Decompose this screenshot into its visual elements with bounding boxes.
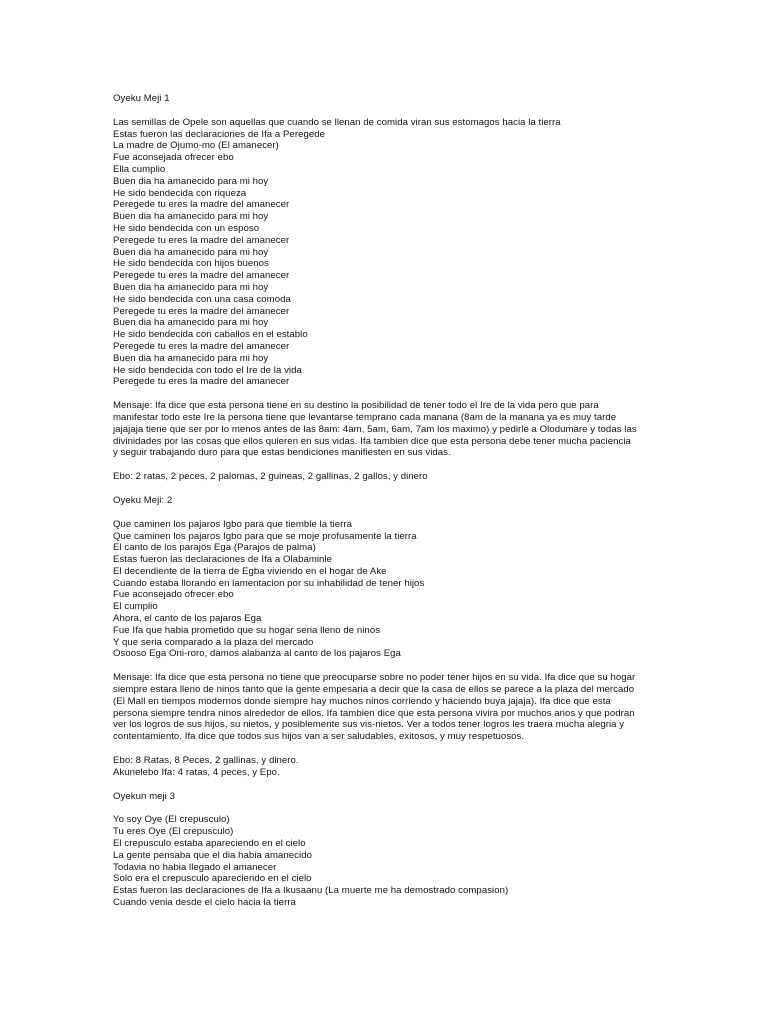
verse-line: Ahora, el canto de los pajaros Ega <box>113 613 262 625</box>
verse-line: Buen dia ha amanecido para mi hoy <box>113 175 269 187</box>
verse-line: Peregede tu eres la madre del amanecer <box>113 305 290 317</box>
mensaje-line: jajajaja tiene que ser por lo menos antes de las 8am: 4am, 5am, 6am, 7am los maximo) y pedirle a Olodumare y todas las <box>113 423 637 435</box>
verse-line: Yo soy Oye (El crepusculo) <box>113 814 230 826</box>
mensaje-line: divinidades por las cosas que ellos quieren en sus vidas. Ifa tambien dice que esta persona debe tener mucha paciencia <box>113 435 631 447</box>
verse-line: He sido bendecida con riqueza <box>113 187 247 199</box>
verse-line: Las semillas de Opele son aquellas que cuando se llenan de comida viran sus estomagos hacia la tierra <box>113 116 561 128</box>
section-1-mensaje <box>113 400 728 459</box>
verse-line: Buen dia ha amanecido para mi hoy <box>113 352 269 364</box>
verse-line: He sido bendecida con todo el Ire de la vida <box>113 364 302 376</box>
verse-line: El decendiente de la tierra de Egba viviendo en el hogar de Ake <box>113 565 387 577</box>
verse-line: Estas fueron las declaraciones de Ifa a Olabaminle <box>113 554 333 566</box>
verse-line: Peregede tu eres la madre del amanecer <box>113 270 290 282</box>
verse-line: Solo era el crepusculo apareciendo en el cielo <box>113 873 312 885</box>
verse-line: Peregede tu eres la madre del amanecer <box>113 376 290 388</box>
verse-line: Peregede tu eres la madre del amanecer <box>113 199 290 211</box>
mensaje-line: (El Mall en tiempos modernos donde siempre hay muchos ninos corriendo y haciendo buya jajaja). Ifa dice que esta <box>113 695 611 707</box>
verse-line: He sido bendecida con una casa comoda <box>113 293 291 305</box>
ebo-line: Ebo: 8 Ratas, 8 Peces, 2 gallinas, y dinero. <box>113 755 299 767</box>
verse-line: Todavia no habia llegado el amanecer <box>113 861 277 873</box>
verse-line: He sido bendecida con caballos en el establo <box>113 329 308 341</box>
ebo-line: Ebo: 2 ratas, 2 peces, 2 palomas, 2 guineas, 2 gallinas, 2 gallos, y dinero <box>113 471 428 483</box>
verse-line: Estas fueron las declaraciones de Ifa a Peregede <box>113 128 325 140</box>
verse-line: Que caminen los pajaros Igbo para que tiemble la tierra <box>113 518 352 530</box>
verse-line: Estas fueron las declaraciones de Ifa a Ikusaanu (La muerte me ha demostrado compasion) <box>113 885 509 897</box>
ebo-line: Akunelebo Ifa: 4 ratas, 4 peces, y Epo. <box>113 766 280 778</box>
verse-line: Fue aconsejado ofrecer ebo <box>113 589 234 601</box>
section-2-mensaje <box>113 672 728 743</box>
verse-line: Peregede tu eres la madre del amanecer <box>113 234 290 246</box>
mensaje-line: persona siempre tendra ninos alrededor de ellos. Ifa tambien dice que esta persona vivira por muchos anos y que podran <box>113 707 635 719</box>
verse-line: Cuando estaba llorando en lamentacion por su inhabilidad de tener hijos <box>113 577 425 589</box>
verse-line: El cumplio <box>113 601 158 613</box>
mensaje-line: siempre estara lleno de ninos tanto que la gente empesaria a decir que la casa de ellos se parece a la plaza del mercado <box>113 684 635 696</box>
mensaje-line: contentamiento. Ifa dice que todos sus hijos van a ser saludables, exitosos, y muy respetuosos. <box>113 731 525 743</box>
verse-line: Buen dia ha amanecido para mi hoy <box>113 281 269 293</box>
mensaje-line: Mensaje: Ifa dice que esta persona no tiene que preocuparse sobre no poder tener hijos en su vida. Ifa dice que su hogar <box>113 672 636 684</box>
mensaje-line: manifestar todo este Ire la persona tiene que levantarse temprano cada manana (8am de la manana ya es muy tarde <box>113 411 617 423</box>
verse-line: Buen dia ha amanecido para mi hoy <box>113 246 269 258</box>
mensaje-line: y seguir trabajando duro para que estas bendiciones manifiesten en sus vidas. <box>113 447 451 459</box>
verse-line: El crepusculo estaba apareciendo en el cielo <box>113 838 306 850</box>
verse-line: Osooso Ega Oni-roro, damos alabanza al canto de los pajaros Ega <box>113 648 401 660</box>
section-1-verse <box>113 117 728 388</box>
verse-line: Fue aconsejada ofrecer ebo <box>113 152 234 164</box>
verse-line: Buen dia ha amanecido para mi hoy <box>113 211 269 223</box>
verse-line: Ella cumplio <box>113 163 166 175</box>
mensaje-line: ver los logros de sus hijos, su nietos, y posiblemente sus vis-nietos. Ver a todos tener logros les traera mucha alegria y <box>113 719 625 731</box>
verse-line: La madre de Ojumo-mo (El amanecer) <box>113 140 279 152</box>
section-2-ebo <box>113 755 728 779</box>
verse-line: Que caminen los pajaros Igbo para que se moje profusamente la tierra <box>113 530 417 542</box>
verse-line: Tu eres Oye (El crepusculo) <box>113 826 234 838</box>
verse-line: Fue Ifa que habia prometido que su hogar seria lleno de ninos <box>113 624 381 636</box>
section-1-heading: Oyeku Meji 1 <box>113 93 170 104</box>
verse-line: He sido bendecida con un esposo <box>113 222 260 234</box>
section-2-verse <box>113 519 728 661</box>
verse-line: El canto de los parajos Ega (Parajos de palma) <box>113 542 316 554</box>
verse-line: Peregede tu eres la madre del amanecer <box>113 340 290 352</box>
verse-line: Cuando venia desde el cielo hacia la tierra <box>113 897 296 909</box>
verse-line: He sido bendecida con hijos buenos <box>113 258 269 270</box>
section-2-heading: Oyeku Meji: 2 <box>113 494 173 506</box>
verse-line: Y que seria comparado a la plaza del mercado <box>113 636 314 648</box>
verse-line: Buen dia ha amanecido para mi hoy <box>113 317 269 329</box>
section-1-ebo <box>113 471 728 483</box>
verse-line: La gente pensaba que el dia habia amanecido <box>113 849 312 861</box>
section-3-verse <box>113 814 728 908</box>
mensaje-line: Mensaje: Ifa dice que esta persona tiene en su destino la posibilidad de tener todo el Ire de la vida pero que para <box>113 400 599 412</box>
section-3-heading: Oyekun meji 3 <box>113 790 175 802</box>
